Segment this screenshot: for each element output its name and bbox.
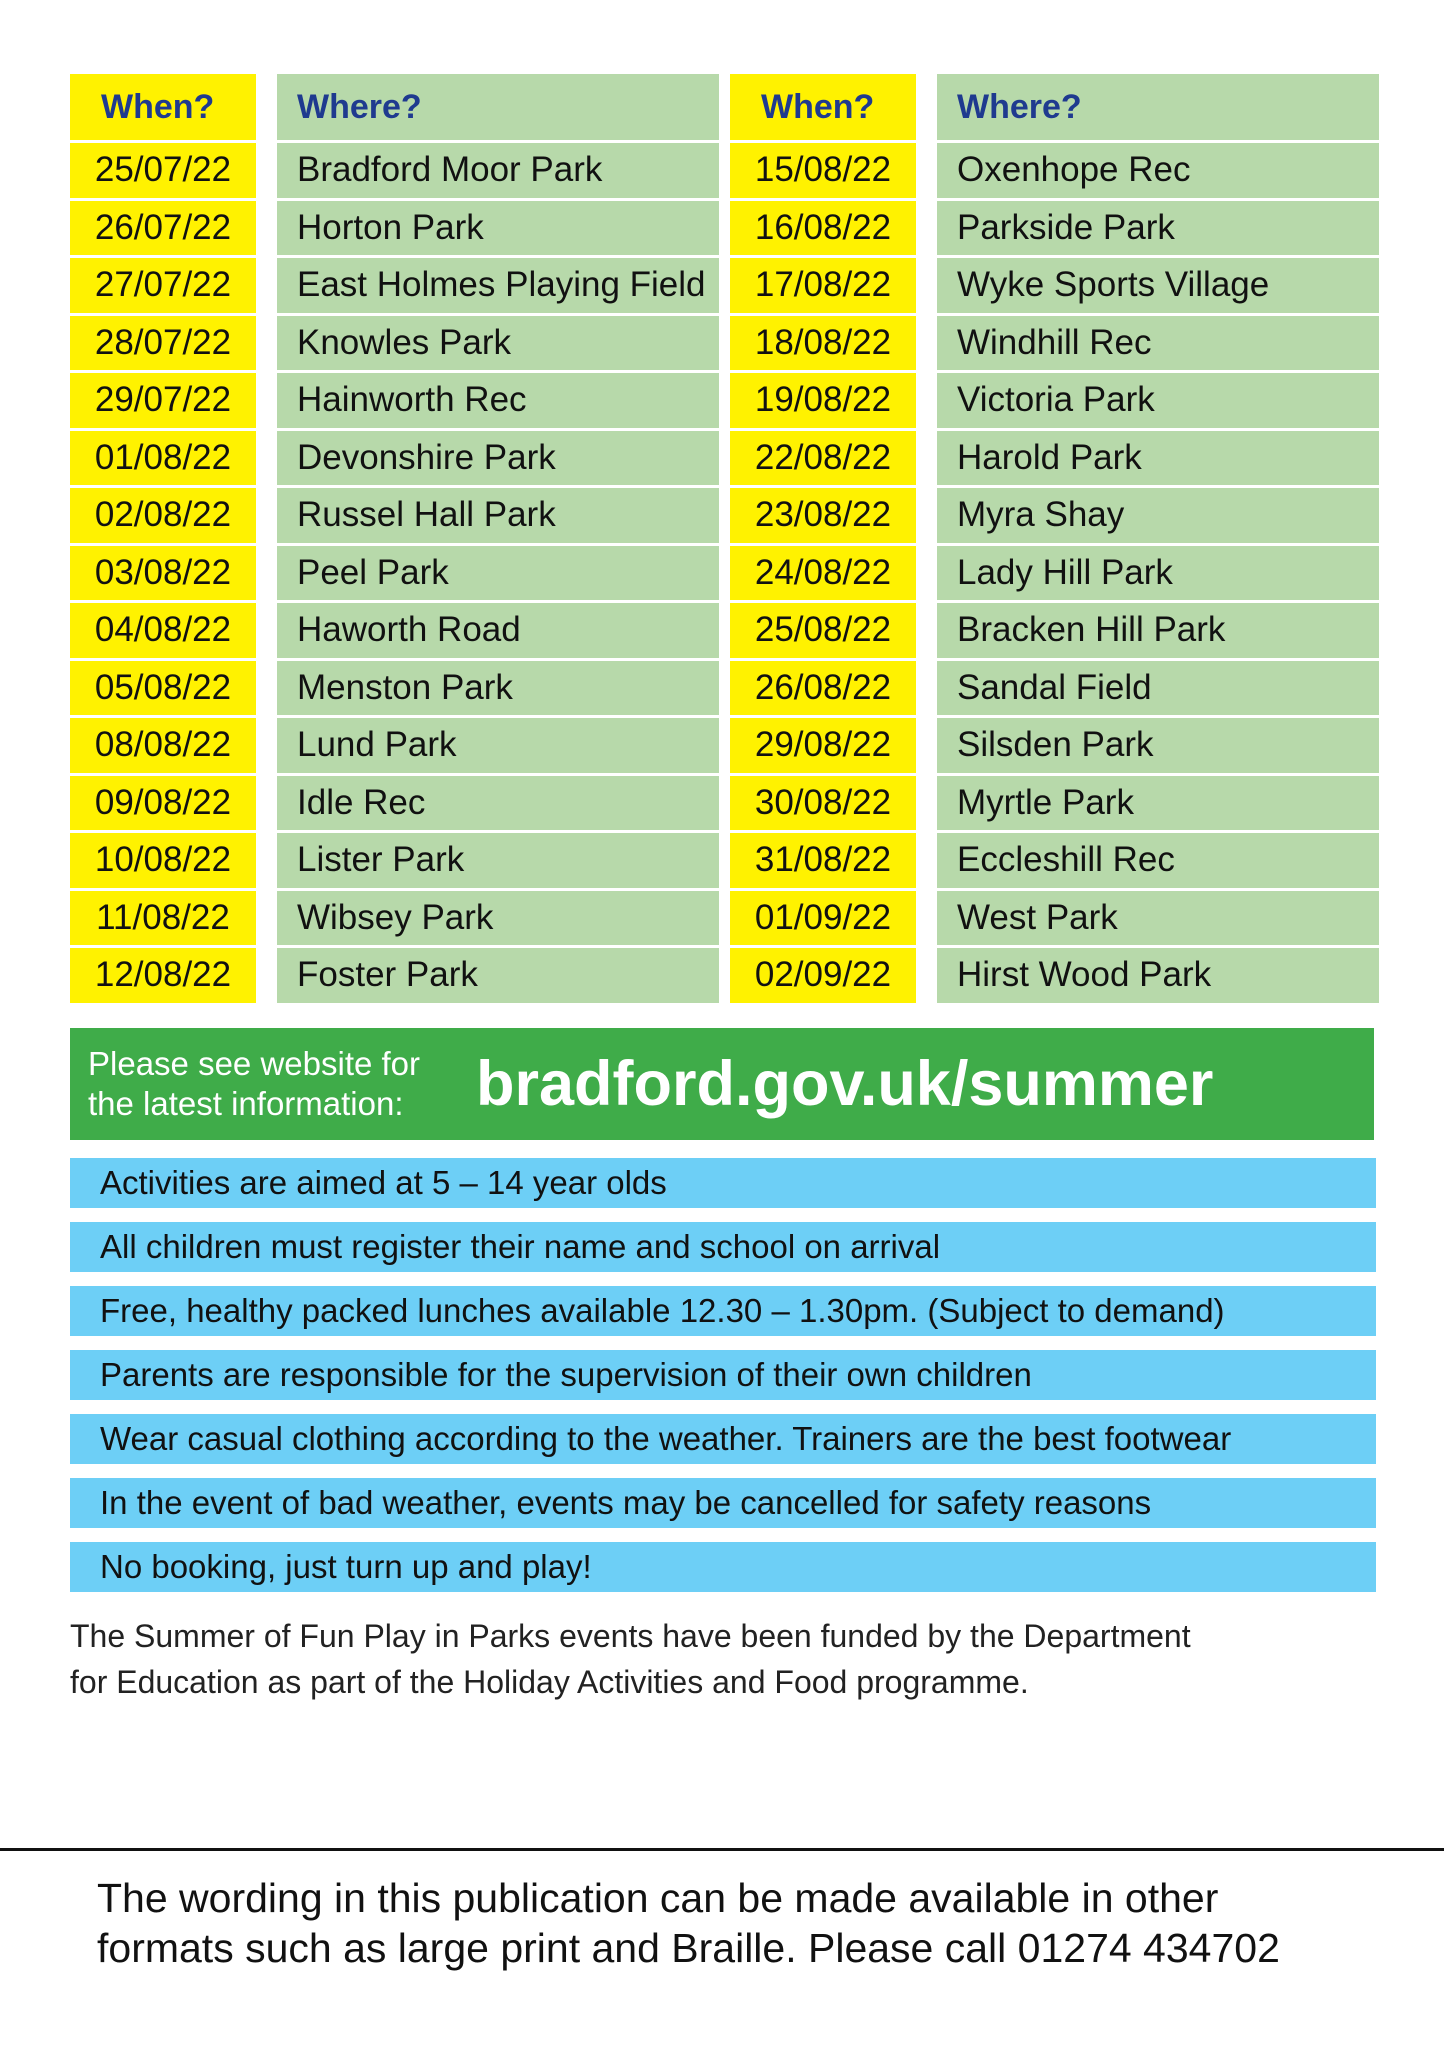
table-row (70, 258, 719, 316)
place-cell: Russel Hall Park (277, 488, 719, 546)
table-header-row (70, 74, 719, 143)
date-cell: 11/08/22 (70, 891, 256, 949)
date-cell: 26/07/22 (70, 201, 256, 259)
date-cell: 18/08/22 (730, 316, 916, 374)
place-cell: Horton Park (277, 201, 719, 259)
date-cell: 23/08/22 (730, 488, 916, 546)
table-row (70, 488, 719, 546)
table-row (70, 661, 719, 719)
table-row (730, 258, 1379, 316)
date-cell: 25/08/22 (730, 603, 916, 661)
table-row (70, 891, 719, 949)
date-cell: 24/08/22 (730, 546, 916, 604)
table-row (730, 603, 1379, 661)
place-cell: Bradford Moor Park (277, 143, 719, 201)
date-cell: 30/08/22 (730, 776, 916, 834)
info-item: Wear casual clothing according to the weather. Trainers are the best footwear (70, 1414, 1376, 1464)
date-cell: 28/07/22 (70, 316, 256, 374)
place-cell: Haworth Road (277, 603, 719, 661)
accessibility-note (97, 1873, 1417, 1973)
table-row (70, 201, 719, 259)
table-row (70, 776, 719, 834)
place-cell: Myra Shay (937, 488, 1379, 546)
table-row (70, 316, 719, 374)
table-header-row (730, 74, 1379, 143)
date-cell: 22/08/22 (730, 431, 916, 489)
place-cell: East Holmes Playing Field (277, 258, 719, 316)
when-header: When? (70, 74, 256, 143)
table-row (70, 373, 719, 431)
date-cell: 01/09/22 (730, 891, 916, 949)
info-item: Activities are aimed at 5 – 14 year olds (70, 1158, 1376, 1208)
funding-note (70, 1613, 1390, 1705)
date-cell: 09/08/22 (70, 776, 256, 834)
place-cell: Peel Park (277, 546, 719, 604)
table-row (70, 603, 719, 661)
date-cell: 02/09/22 (730, 948, 916, 1006)
table-row (730, 833, 1379, 891)
info-item: In the event of bad weather, events may be cancelled for safety reasons (70, 1478, 1376, 1528)
place-cell: Silsden Park (937, 718, 1379, 776)
place-cell: Knowles Park (277, 316, 719, 374)
place-cell: Sandal Field (937, 661, 1379, 719)
table-row (730, 201, 1379, 259)
funding-line1: The Summer of Fun Play in Parks events have been funded by the Department (70, 1618, 1191, 1654)
table-row (70, 718, 719, 776)
table-row (70, 143, 719, 201)
date-cell: 27/07/22 (70, 258, 256, 316)
date-cell: 31/08/22 (730, 833, 916, 891)
website-url-link[interactable]: bradford.gov.uk/summer (476, 1049, 1214, 1119)
table-row (730, 718, 1379, 776)
date-cell: 29/08/22 (730, 718, 916, 776)
place-cell: Parkside Park (937, 201, 1379, 259)
info-item: Free, healthy packed lunches available 12.30 – 1.30pm. (Subject to demand) (70, 1286, 1376, 1336)
place-cell: Devonshire Park (277, 431, 719, 489)
info-item: All children must register their name and school on arrival (70, 1222, 1376, 1272)
place-cell: Hainworth Rec (277, 373, 719, 431)
place-cell: West Park (937, 891, 1379, 949)
funding-line2: for Education as part of the Holiday Activities and Food programme. (70, 1664, 1029, 1700)
accessibility-line2: formats such as large print and Braille. Please call 01274 434702 (97, 1925, 1280, 1971)
schedule-table-right (730, 74, 1379, 1006)
date-cell: 29/07/22 (70, 373, 256, 431)
divider (0, 1848, 1444, 1851)
table-row (730, 488, 1379, 546)
place-cell: Oxenhope Rec (937, 143, 1379, 201)
table-row (730, 431, 1379, 489)
date-cell: 08/08/22 (70, 718, 256, 776)
place-cell: Hirst Wood Park (937, 948, 1379, 1006)
info-item: Parents are responsible for the supervision of their own children (70, 1350, 1376, 1400)
place-cell: Idle Rec (277, 776, 719, 834)
date-cell: 25/07/22 (70, 143, 256, 201)
place-cell: Windhill Rec (937, 316, 1379, 374)
place-cell: Eccleshill Rec (937, 833, 1379, 891)
accessibility-line1: The wording in this publication can be made available in other (97, 1875, 1219, 1921)
place-cell: Victoria Park (937, 373, 1379, 431)
table-row (730, 316, 1379, 374)
place-cell: Lady Hill Park (937, 546, 1379, 604)
website-prompt-line2: the latest information: (88, 1085, 404, 1122)
table-row (730, 546, 1379, 604)
table-row (730, 948, 1379, 1006)
place-cell: Harold Park (937, 431, 1379, 489)
website-banner (70, 1028, 1374, 1140)
place-cell: Menston Park (277, 661, 719, 719)
place-cell: Lund Park (277, 718, 719, 776)
table-row (70, 833, 719, 891)
table-row (730, 776, 1379, 834)
website-prompt-line1: Please see website for (88, 1045, 421, 1082)
table-row (730, 661, 1379, 719)
table-row (730, 373, 1379, 431)
table-row (70, 431, 719, 489)
website-prompt (88, 1044, 468, 1124)
schedule-table-left (70, 74, 719, 1006)
date-cell: 10/08/22 (70, 833, 256, 891)
date-cell: 26/08/22 (730, 661, 916, 719)
date-cell: 03/08/22 (70, 546, 256, 604)
date-cell: 05/08/22 (70, 661, 256, 719)
place-cell: Foster Park (277, 948, 719, 1006)
place-cell: Wibsey Park (277, 891, 719, 949)
date-cell: 02/08/22 (70, 488, 256, 546)
where-header: Where? (937, 74, 1379, 143)
place-cell: Bracken Hill Park (937, 603, 1379, 661)
date-cell: 12/08/22 (70, 948, 256, 1006)
table-row (730, 891, 1379, 949)
when-header: When? (730, 74, 916, 143)
place-cell: Wyke Sports Village (937, 258, 1379, 316)
date-cell: 04/08/22 (70, 603, 256, 661)
date-cell: 17/08/22 (730, 258, 916, 316)
place-cell: Lister Park (277, 833, 719, 891)
date-cell: 15/08/22 (730, 143, 916, 201)
place-cell: Myrtle Park (937, 776, 1379, 834)
info-item: No booking, just turn up and play! (70, 1542, 1376, 1592)
table-row (730, 143, 1379, 201)
date-cell: 01/08/22 (70, 431, 256, 489)
table-row (70, 546, 719, 604)
date-cell: 19/08/22 (730, 373, 916, 431)
where-header: Where? (277, 74, 719, 143)
table-row (70, 948, 719, 1006)
date-cell: 16/08/22 (730, 201, 916, 259)
